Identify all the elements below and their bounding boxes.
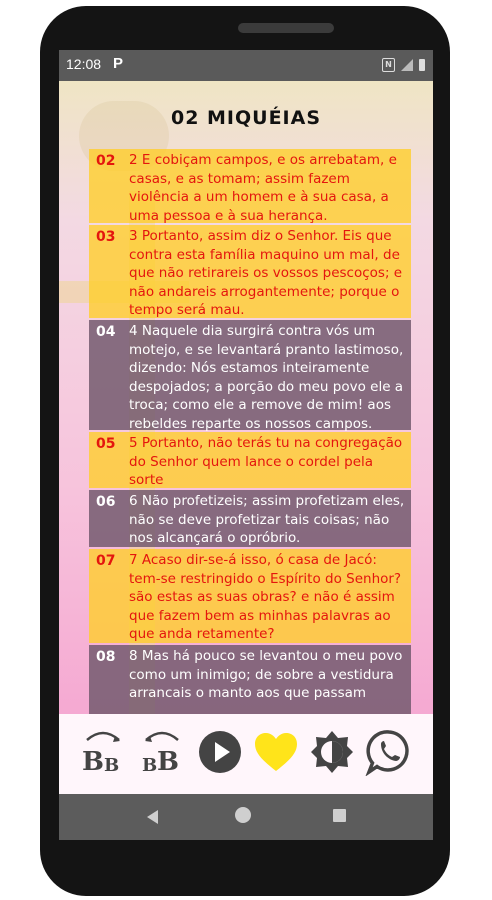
- play-icon: [196, 728, 244, 776]
- verse-text: 3 Portanto, assim diz o Senhor. Eis que contra esta família maquino um mal, de que não retirareis os vossos pescoços; e não andareis arrogantemente; porque o tempo será mau.: [129, 228, 403, 318]
- verse-text: 6 Não profetizeis; assim profetizam eles, não se deve profetizar tais coisas; não nos alcançará o opróbrio.: [129, 493, 405, 546]
- nfc-icon: N: [382, 58, 395, 72]
- font-decrease-small-letter: B: [142, 755, 158, 776]
- verse-number: 05: [96, 436, 116, 452]
- verse-number: 06: [96, 494, 116, 510]
- recent-apps-icon[interactable]: [333, 809, 346, 822]
- whatsapp-icon: [365, 728, 413, 776]
- verse-number: 08: [96, 649, 116, 665]
- font-decrease-button[interactable]: [138, 728, 186, 776]
- font-decrease-big-letter: B: [157, 747, 179, 776]
- page-title: 02 MIQUÉIAS: [170, 107, 322, 129]
- verse-text: 2 E cobiçam campos, e os arrebatam, e casas, e as tomam; assim fazem violência a um homem e à sua casa, a uma pessoa e à sua herança.: [129, 152, 397, 224]
- status-bar: [59, 50, 433, 81]
- verse-text: 5 Portanto, não terás tu na congregação do Senhor quem lance o cordel pela sorte: [129, 435, 403, 488]
- verse-item[interactable]: [89, 490, 411, 547]
- verse-item[interactable]: [89, 225, 411, 318]
- font-increase-small-letter: B: [104, 755, 120, 776]
- verse-item[interactable]: [89, 149, 411, 223]
- phone-speaker: [238, 23, 334, 33]
- font-decrease-icon: [138, 728, 186, 776]
- verse-number: 03: [96, 229, 116, 245]
- font-increase-button[interactable]: [79, 728, 127, 776]
- bottom-toolbar: [59, 714, 433, 794]
- font-increase-icon: [79, 728, 127, 776]
- font-increase-big-letter: B: [82, 747, 104, 776]
- heart-icon: [252, 728, 300, 776]
- battery-icon: [419, 59, 425, 71]
- whatsapp-share-button[interactable]: [365, 728, 413, 776]
- verse-list[interactable]: [59, 81, 433, 714]
- verse-number: 02: [96, 153, 116, 169]
- brightness-button[interactable]: [308, 728, 356, 776]
- verse-item[interactable]: [89, 432, 411, 488]
- verse-text: 8 Mas há pouco se levantou o meu povo como um inimigo; de sobre a vestidura arrancais o manto aos que passam: [129, 648, 403, 701]
- play-button[interactable]: [196, 728, 244, 776]
- verse-text: 4 Naquele dia surgirá contra vós um motejo, e se levantará pranto lastimoso, dizendo: Nós estamos inteiramente despojados; a porção do meu povo ele a troca; como ele a remove de mim! aos rebeldes reparte os nossos campos.: [129, 323, 404, 432]
- signal-icon: [401, 59, 413, 71]
- verse-text: 7 Acaso dir-se-á isso, ó casa de Jacó: tem-se restringido o Espírito do Senhor? são estas as suas obras? e não é assim que fazem bem as minhas palavras ao que anda retamente?: [129, 552, 402, 642]
- brightness-icon: [308, 728, 356, 776]
- system-icons: [382, 58, 425, 72]
- verse-item[interactable]: [89, 549, 411, 643]
- home-icon[interactable]: [235, 807, 251, 823]
- back-icon[interactable]: [147, 810, 158, 824]
- screen: [59, 50, 433, 840]
- notification-p-icon: P: [113, 55, 124, 72]
- android-nav-bar: [59, 794, 433, 840]
- verse-item[interactable]: [89, 320, 411, 430]
- verse-item[interactable]: [89, 645, 411, 714]
- favorite-button[interactable]: [252, 728, 300, 776]
- verse-number: 04: [96, 324, 116, 340]
- status-time: 12:08: [66, 56, 102, 72]
- verse-number: 07: [96, 553, 116, 569]
